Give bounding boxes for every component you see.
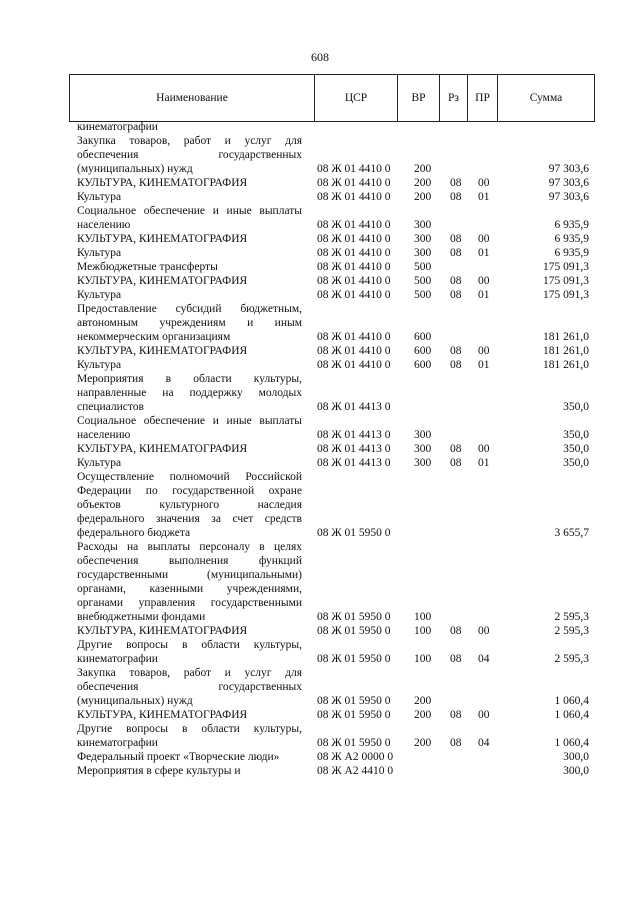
row-rz: 08 [450,709,462,721]
row-name [77,414,302,442]
row-name-line: органами, казенными учреждениями, [77,583,302,595]
row-vr: 100 [414,625,432,637]
table-row [0,638,640,666]
row-vr: 200 [414,709,432,721]
row-name-line: КУЛЬТУРА, КИНЕМАТОГРАФИЯ [77,345,248,357]
row-csr: 08 Ж 01 4410 0 [317,345,391,357]
header-sum: Сумма [498,75,595,121]
row-name-line: Закупка товаров, работ и услуг для [77,667,302,679]
row-vr: 100 [414,611,432,623]
table-row [0,344,640,358]
row-vr: 600 [414,345,432,357]
row-sum: 6 935,9 [554,247,589,259]
row-rz: 08 [450,191,462,203]
row-name [77,372,302,414]
row-csr: 08 Ж 01 4410 0 [317,191,391,203]
row-csr: 08 Ж 01 5950 0 [317,625,391,637]
row-name-line: (муниципальных) нужд [77,163,193,175]
row-sum: 1 060,4 [554,709,589,721]
row-pr: 01 [478,457,490,469]
row-csr: 08 Ж 01 4410 0 [317,233,391,245]
row-name-line: Осуществление полномочий Российской [77,471,302,483]
row-name-line: Культура [77,191,122,203]
row-name-line: кинематографии [77,653,158,665]
row-sum: 175 091,3 [543,275,589,287]
row-name-line: Расходы на выплаты персоналу в целях [77,541,302,553]
row-name-line: органами управления государственными [77,597,302,609]
header-pr: ПР [468,75,498,121]
row-name-line: КУЛЬТУРА, КИНЕМАТОГРАФИЯ [77,625,248,637]
row-rz: 08 [450,653,462,665]
table-row [0,190,640,204]
row-sum: 97 303,6 [548,177,589,189]
row-name-line: Другие вопросы в области культуры, [77,639,302,651]
table-row [0,120,640,134]
row-pr: 01 [478,191,490,203]
row-csr: 08 Ж 01 4410 0 [317,261,391,273]
row-csr: 08 Ж 01 4410 0 [317,359,391,371]
header-csr: ЦСР [315,75,398,121]
row-name [77,638,302,666]
row-sum: 350,0 [563,429,589,441]
table-row [0,470,640,540]
row-sum: 181 261,0 [543,359,589,371]
row-name-line: (муниципальных) нужд [77,695,193,707]
row-rz: 08 [450,625,462,637]
row-vr: 200 [414,737,432,749]
row-name-line: Мероприятия в области культуры, [77,373,302,385]
row-name [77,302,302,344]
table-row [0,722,640,750]
row-vr: 500 [414,261,432,273]
row-csr: 08 Ж 01 4413 0 [317,457,391,469]
row-name [77,120,302,134]
row-vr: 200 [414,695,432,707]
row-name-line: обеспечения государственных [77,681,302,693]
table-row [0,442,640,456]
row-sum: 97 303,6 [548,163,589,175]
row-name-line: КУЛЬТУРА, КИНЕМАТОГРАФИЯ [77,177,248,189]
row-name [77,540,302,624]
row-sum: 2 595,3 [554,653,589,665]
row-name-line: обеспечения выполнения функций [77,555,302,567]
row-name-line: КУЛЬТУРА, КИНЕМАТОГРАФИЯ [77,275,248,287]
row-sum: 1 060,4 [554,737,589,749]
row-name [77,624,302,638]
header-rz: Рз [440,75,468,121]
row-sum: 181 261,0 [543,345,589,357]
row-name [77,750,302,764]
table-body [0,120,640,778]
row-name [77,708,302,722]
row-name [77,358,302,372]
table-row [0,204,640,232]
row-vr: 200 [414,163,432,175]
table-row [0,176,640,190]
table-row [0,302,640,344]
row-vr: 300 [414,443,432,455]
row-name [77,288,302,302]
row-pr: 01 [478,247,490,259]
table-row [0,414,640,442]
row-csr: 08 Ж А2 0000 0 [317,751,394,763]
row-name-line: Федерации по государственной охране [77,485,302,497]
row-vr: 300 [414,219,432,231]
row-name-line: специалистов [77,401,144,413]
row-csr: 08 Ж 01 4410 0 [317,219,391,231]
row-pr: 01 [478,289,490,301]
row-pr: 00 [478,709,490,721]
row-name-line: КУЛЬТУРА, КИНЕМАТОГРАФИЯ [77,709,248,721]
row-name-line: Закупка товаров, работ и услуг для [77,135,302,147]
row-name-line: объектов культурного наследия [77,499,302,511]
row-name-line: внебюджетными фондами [77,611,206,623]
row-vr: 100 [414,653,432,665]
row-sum: 350,0 [563,401,589,413]
row-name-line: федерального бюджета [77,527,191,539]
row-sum: 3 655,7 [554,527,589,539]
table-row [0,624,640,638]
row-vr: 300 [414,247,432,259]
row-sum: 6 935,9 [554,233,589,245]
row-csr: 08 Ж 01 5950 0 [317,709,391,721]
row-name [77,260,302,274]
row-vr: 200 [414,191,432,203]
table-row [0,764,640,778]
row-name-line: федерального значения за счет средств [77,513,302,525]
row-name [77,442,302,456]
row-csr: 08 Ж 01 4413 0 [317,429,391,441]
row-name-line: населению [77,429,131,441]
row-name [77,190,302,204]
table-row [0,372,640,414]
row-vr: 300 [414,429,432,441]
row-csr: 08 Ж 01 5950 0 [317,737,391,749]
row-name [77,470,302,540]
row-pr: 00 [478,233,490,245]
row-name-line: Культура [77,247,122,259]
row-name-line: КУЛЬТУРА, КИНЕМАТОГРАФИЯ [77,443,248,455]
table-row [0,274,640,288]
row-vr: 300 [414,233,432,245]
row-name [77,722,302,750]
row-csr: 08 Ж 01 4410 0 [317,331,391,343]
row-rz: 08 [450,345,462,357]
row-name [77,456,302,470]
row-name [77,134,302,176]
row-name-line: Социальное обеспечение и иные выплаты [77,205,302,217]
row-csr: 08 Ж 01 5950 0 [317,527,391,539]
table-row [0,666,640,708]
table-row [0,540,640,624]
row-sum: 181 261,0 [543,331,589,343]
row-pr: 04 [478,737,490,749]
table-row [0,708,640,722]
page-number: 608 [311,50,329,64]
table-row [0,750,640,764]
row-pr: 00 [478,345,490,357]
row-csr: 08 Ж 01 4410 0 [317,163,391,175]
row-csr: 08 Ж 01 5950 0 [317,653,391,665]
row-name [77,274,302,288]
row-name [77,764,302,778]
row-sum: 300,0 [563,765,589,777]
row-pr: 01 [478,359,490,371]
row-csr: 08 Ж 01 4410 0 [317,247,391,259]
row-vr: 500 [414,275,432,287]
row-rz: 08 [450,177,462,189]
row-name-line: Федеральный проект «Творческие люди» [77,751,280,763]
row-vr: 600 [414,359,432,371]
row-csr: 08 Ж 01 4410 0 [317,275,391,287]
table-row [0,246,640,260]
row-name-line: Культура [77,359,122,371]
row-sum: 300,0 [563,751,589,763]
row-csr: 08 Ж 01 4410 0 [317,177,391,189]
row-csr: 08 Ж 01 5950 0 [317,611,391,623]
table-header [69,74,595,122]
row-csr: 08 Ж 01 4413 0 [317,443,391,455]
row-rz: 08 [450,443,462,455]
row-name [77,232,302,246]
row-name-line: некоммерческим организациям [77,331,231,343]
row-vr: 600 [414,331,432,343]
table-row [0,358,640,372]
row-csr: 08 Ж А2 4410 0 [317,765,394,777]
row-name [77,246,302,260]
row-name-line: населению [77,219,131,231]
row-name-line: государственными (муниципальными) [77,569,302,581]
row-vr: 200 [414,177,432,189]
row-rz: 08 [450,247,462,259]
row-vr: 500 [414,289,432,301]
row-name-line: Межбюджетные трансферты [77,261,218,273]
row-csr: 08 Ж 01 4413 0 [317,401,391,413]
row-rz: 08 [450,289,462,301]
row-rz: 08 [450,359,462,371]
row-pr: 04 [478,653,490,665]
row-name-line: Культура [77,289,122,301]
row-rz: 08 [450,233,462,245]
row-pr: 00 [478,177,490,189]
table-row [0,260,640,274]
row-name-line: Мероприятия в сфере культуры и [77,765,241,777]
row-name [77,204,302,232]
row-sum: 175 091,3 [543,289,589,301]
row-name-line: кинематографии [77,121,158,133]
row-name [77,666,302,708]
row-name-line: кинематографии [77,737,158,749]
row-name-line: КУЛЬТУРА, КИНЕМАТОГРАФИЯ [77,233,248,245]
row-csr: 08 Ж 01 4410 0 [317,289,391,301]
table-row [0,456,640,470]
row-sum: 175 091,3 [543,261,589,273]
row-name [77,176,302,190]
row-name-line: Другие вопросы в области культуры, [77,723,302,735]
row-name-line: Культура [77,457,122,469]
row-name-line: Предоставление субсидий бюджетным, [77,303,302,315]
row-sum: 97 303,6 [548,191,589,203]
table-row [0,134,640,176]
row-name [77,344,302,358]
row-pr: 00 [478,443,490,455]
row-rz: 08 [450,457,462,469]
row-name-line: направленные на поддержку молодых [77,387,302,399]
row-vr: 300 [414,457,432,469]
table-row [0,232,640,246]
row-pr: 00 [478,625,490,637]
header-vr: ВР [398,75,440,121]
row-sum: 6 935,9 [554,219,589,231]
row-rz: 08 [450,275,462,287]
row-rz: 08 [450,737,462,749]
row-name-line: обеспечения государственных [77,149,302,161]
row-sum: 2 595,3 [554,625,589,637]
row-sum: 350,0 [563,457,589,469]
table-row [0,288,640,302]
row-sum: 2 595,3 [554,611,589,623]
header-name: Наименование [70,75,315,121]
row-name-line: Социальное обеспечение и иные выплаты [77,415,302,427]
row-name-line: автономным учреждениям и иным [77,317,302,329]
row-pr: 00 [478,275,490,287]
row-csr: 08 Ж 01 5950 0 [317,695,391,707]
row-sum: 1 060,4 [554,695,589,707]
row-sum: 350,0 [563,443,589,455]
